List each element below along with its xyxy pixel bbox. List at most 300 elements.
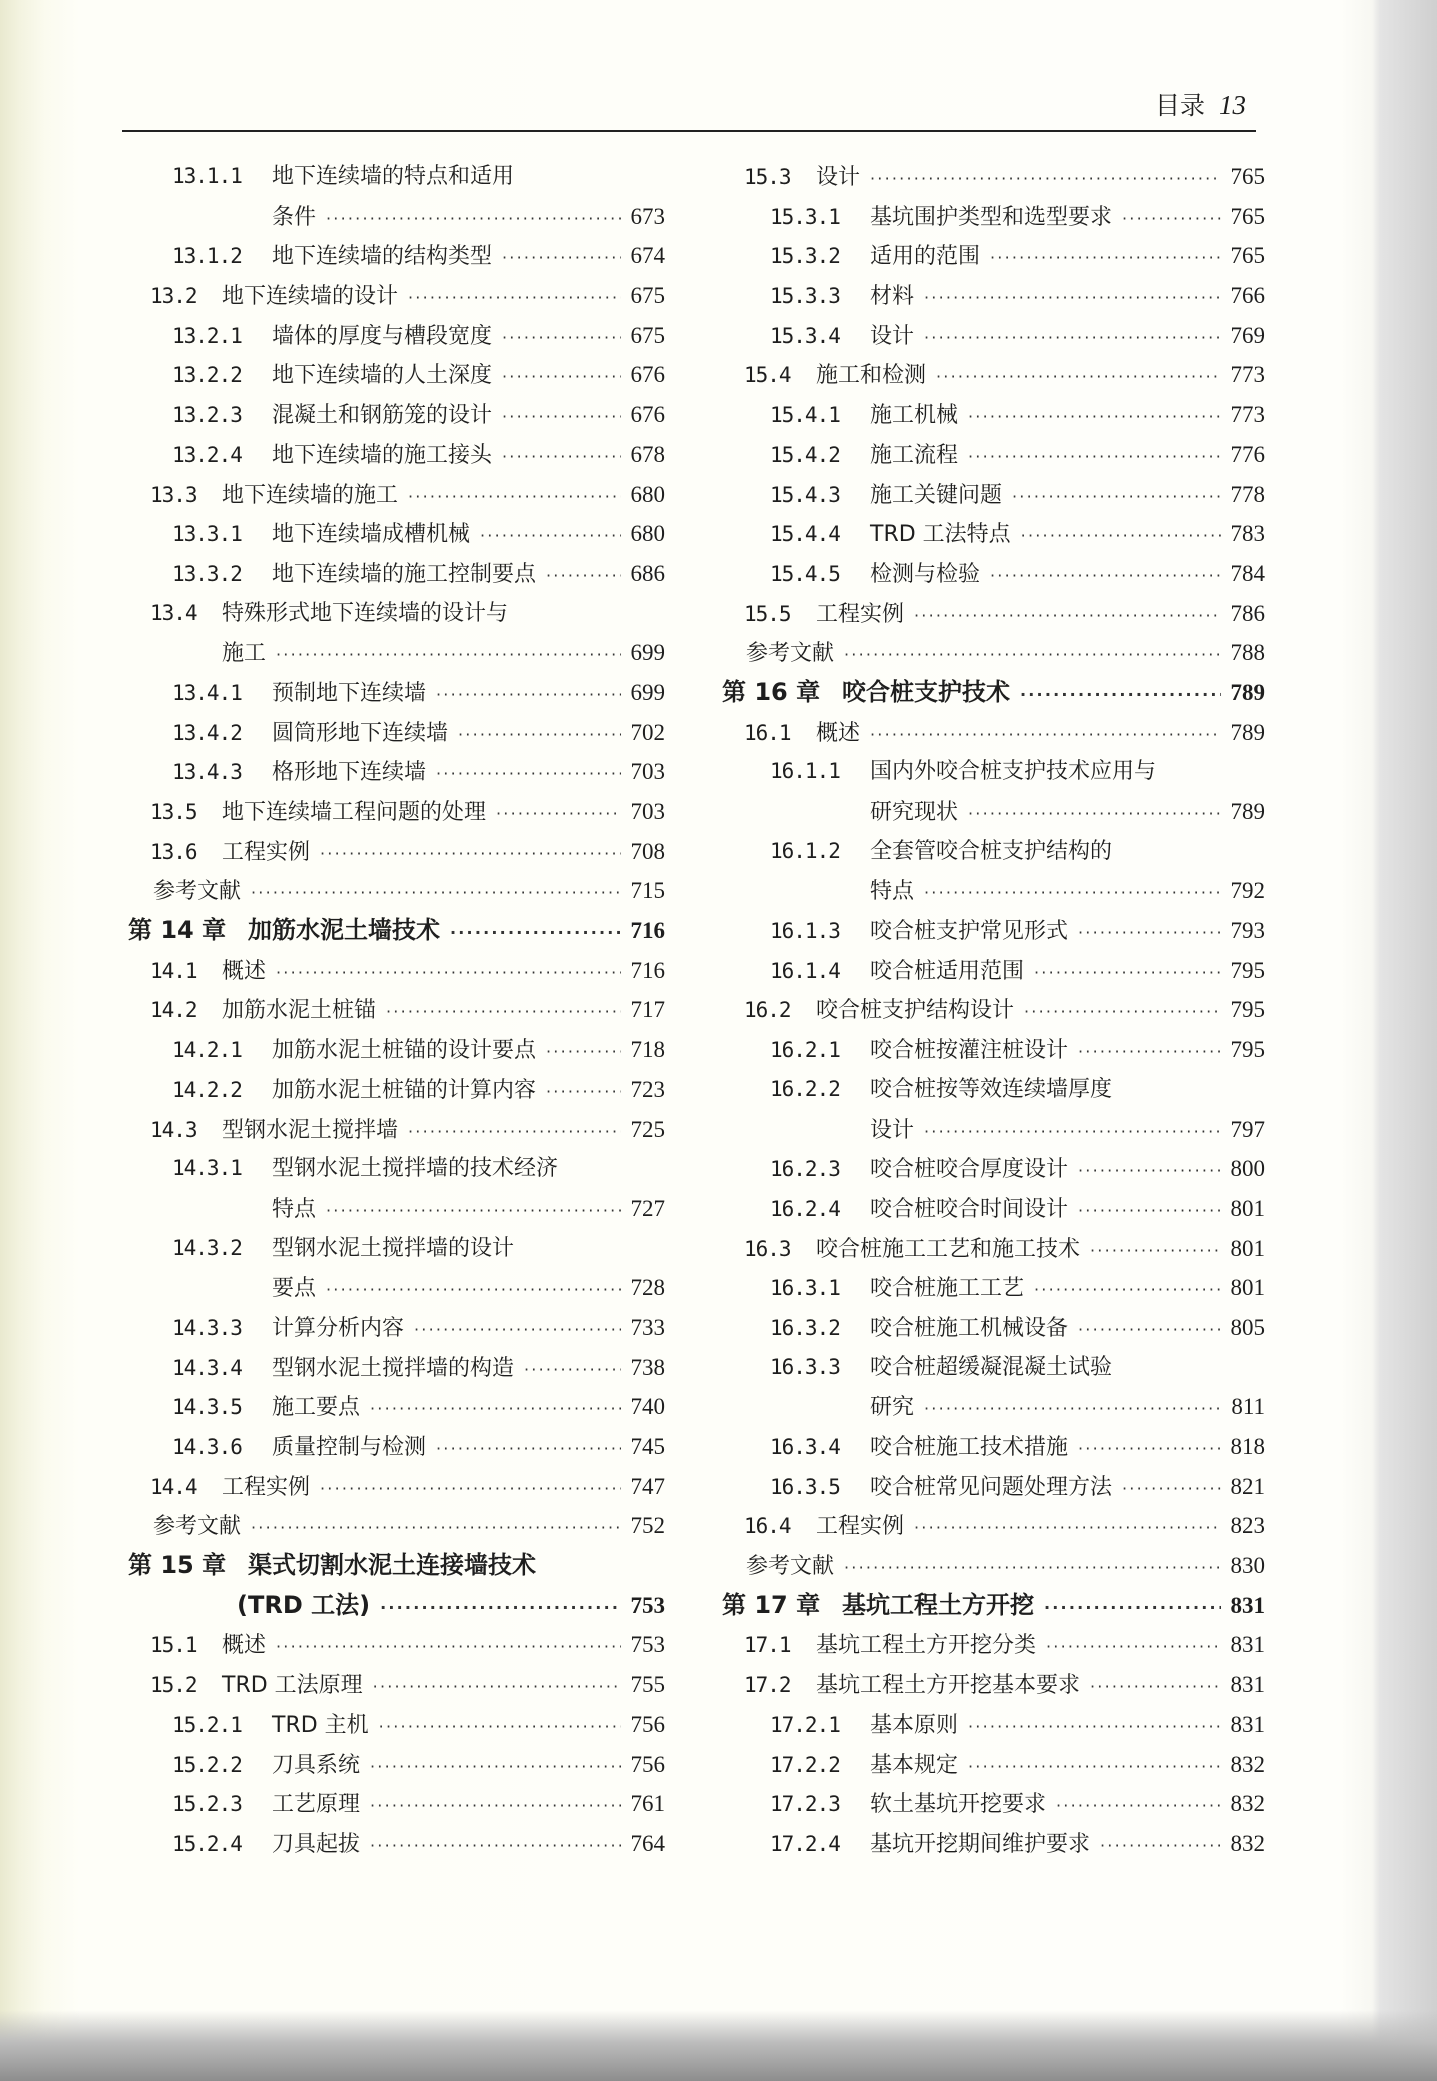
toc-entry-page: 800 (1230, 1156, 1265, 1182)
toc-entry-title: 全套管咬合桩支护结构的 (870, 838, 1113, 864)
leader-dots (844, 635, 1221, 675)
toc-entry-title: 渠式切割水泥土连接墙技术 (248, 1551, 536, 1580)
toc-entry[interactable] (720, 752, 1265, 792)
toc-entry-page: 676 (630, 402, 665, 428)
toc-entry-title: 预制地下连续墙 (272, 680, 427, 706)
leader-dots (326, 1270, 621, 1310)
toc-entry-page: 745 (630, 1434, 665, 1459)
header-label: 目录 (1154, 91, 1205, 120)
toc-entry-title: 咬合桩施工工艺和施工技术 (816, 1236, 1081, 1262)
toc-entry-page: 678 (630, 441, 665, 467)
toc-entry-number: 14.4 (150, 1474, 197, 1499)
toc-entry[interactable] (720, 276, 1265, 316)
toc-entry[interactable] (122, 1229, 665, 1269)
toc-entry-title: 国内外咬合桩支护技术应用与 (870, 759, 1157, 785)
toc-entry-page: 716 (630, 918, 665, 944)
toc-entry[interactable] (720, 236, 1265, 276)
toc-entry-title: 基本原则 (870, 1712, 959, 1738)
toc-entry[interactable] (720, 832, 1265, 872)
toc-entry-number: 17.2.3 (770, 1792, 840, 1817)
scan-shadow (0, 2010, 1437, 2081)
toc-entry-title: 型钢水泥土搅拌墙 (222, 1117, 399, 1143)
toc-entry-title: 地下连续墙的特点和适用 (272, 164, 515, 189)
toc-entry[interactable] (122, 752, 665, 792)
toc-entry-page: 789 (1230, 799, 1265, 824)
toc-entry-page: 831 (1230, 1592, 1265, 1618)
leader-dots (1078, 1429, 1221, 1469)
toc-entry-page: 805 (1230, 1314, 1265, 1340)
toc-entry[interactable] (122, 355, 665, 395)
toc-entry-title: 工艺原理 (272, 1792, 361, 1818)
leader-dots (496, 794, 621, 834)
toc-entry[interactable] (720, 1745, 1265, 1785)
toc-entry-title: 施工和检测 (816, 363, 927, 389)
toc-entry-number: 13.1.2 (172, 244, 242, 269)
toc-entry-page: 740 (630, 1394, 665, 1420)
leader-dots (379, 1707, 621, 1747)
leader-dots (436, 1429, 621, 1469)
toc-entry[interactable] (720, 1070, 1265, 1110)
toc-entry-number: 14.3.1 (172, 1156, 242, 1181)
toc-entry-page: 801 (1230, 1275, 1265, 1301)
leader-dots (968, 1747, 1221, 1787)
toc-entry-title: 咬合桩常见问题处理方法 (870, 1474, 1113, 1500)
toc-entry-title: 地下连续墙的设计 (222, 284, 399, 310)
toc-entry[interactable] (122, 1467, 665, 1507)
leader-dots (924, 873, 1221, 913)
toc-entry-title: 基坑工程土方开挖 (842, 1590, 1034, 1619)
toc-entry-title: 计算分析内容 (272, 1315, 405, 1341)
toc-entry-number: 15.4.3 (770, 482, 840, 507)
toc-entry-number: 14.3.5 (172, 1395, 242, 1420)
toc-entry-page: 673 (630, 203, 665, 229)
toc-entry[interactable] (122, 157, 665, 197)
leader-dots (968, 397, 1221, 437)
toc-entry-number: 16.1.3 (770, 919, 840, 944)
toc-entry-number: 16.1.1 (770, 759, 840, 784)
toc-entry-title: 咬合桩按等效连续墙厚度 (870, 1076, 1113, 1102)
toc-entry[interactable] (720, 1030, 1265, 1070)
toc-entry-title: 加筋水泥土桩锚的计算内容 (272, 1077, 537, 1103)
toc-entry-continuation[interactable] (122, 1586, 665, 1626)
leader-dots (968, 437, 1221, 477)
toc-entry-title: 施工要点 (272, 1395, 361, 1421)
toc-entry[interactable] (720, 355, 1265, 395)
toc-entry[interactable] (720, 1705, 1265, 1745)
toc-entry-title: 加筋水泥土墙技术 (248, 916, 440, 945)
toc-entry-page: 766 (1230, 283, 1265, 309)
toc-entry[interactable] (122, 554, 665, 594)
toc-entry-number: 15.3.4 (770, 323, 840, 348)
toc-entry[interactable] (720, 475, 1265, 515)
toc-entry-page: 792 (1230, 878, 1265, 904)
toc-entry[interactable] (720, 1824, 1265, 1864)
toc-entry[interactable] (122, 832, 665, 872)
toc-column-left (122, 157, 665, 1864)
toc-entry-page: 795 (1230, 957, 1265, 983)
toc-entry-number: 16.1.4 (770, 958, 840, 983)
toc-entry[interactable] (720, 316, 1265, 356)
toc-entry[interactable] (720, 1467, 1265, 1507)
toc-entry-title: 型钢水泥土搅拌墙的设计 (272, 1235, 515, 1261)
leader-dots (546, 1032, 621, 1072)
toc-entry-page: 752 (630, 1513, 665, 1539)
toc-entry-title: 设计 (870, 323, 915, 349)
leader-dots (924, 1389, 1221, 1429)
leader-dots (502, 318, 621, 358)
toc-entry-number: 16.2.3 (770, 1157, 840, 1182)
toc-entry-number: 第 16 章 (722, 677, 821, 706)
toc-entry-title: 基坑工程土方开挖分类 (816, 1633, 1037, 1659)
toc-references-entry[interactable] (122, 871, 665, 911)
toc-entry-continuation[interactable] (720, 871, 1265, 911)
toc-entry-title: TRD 工法原理 (222, 1673, 363, 1699)
toc-entry[interactable] (122, 1665, 665, 1705)
toc-entry-page: 831 (1230, 1672, 1265, 1698)
toc-entry-number: 16.3.3 (770, 1354, 840, 1379)
toc-chapter-entry[interactable] (122, 911, 665, 951)
toc-entry-page: 831 (1230, 1632, 1265, 1658)
toc-entry-page: 818 (1230, 1434, 1265, 1459)
toc-entry[interactable] (122, 673, 665, 713)
toc-entry-continuation[interactable] (720, 792, 1265, 832)
toc-entry-number: 15.4.2 (770, 442, 840, 467)
leader-dots (502, 357, 621, 397)
leader-dots (914, 596, 1221, 636)
toc-entry-number: 15.2 (150, 1673, 197, 1698)
toc-entry[interactable] (720, 157, 1265, 197)
toc-chapter-entry[interactable] (720, 673, 1265, 713)
toc-entry[interactable] (122, 395, 665, 435)
toc-chapter-entry[interactable] (720, 1586, 1265, 1626)
toc-entry-title: 咬合桩支护常见形式 (870, 919, 1069, 945)
toc-entry-title: 格形地下连续墙 (272, 760, 427, 786)
toc-entry[interactable] (720, 1229, 1265, 1269)
toc-entry-title: 适用的范围 (870, 244, 981, 270)
toc-entry[interactable] (720, 713, 1265, 753)
header-page-number: 13 (1219, 90, 1246, 120)
toc-entry-continuation[interactable] (122, 1189, 665, 1229)
toc-entry[interactable] (122, 236, 665, 276)
toc-entry-page: 789 (1230, 719, 1265, 745)
toc-entry[interactable] (720, 514, 1265, 554)
toc-entry-page: 727 (630, 1195, 665, 1221)
toc-entry[interactable] (122, 1824, 665, 1864)
toc-entry[interactable] (720, 1784, 1265, 1824)
leader-dots (924, 278, 1221, 318)
toc-entry-page: 708 (630, 838, 665, 864)
toc-entry-page: 725 (630, 1116, 665, 1142)
toc-entry-number: 15.4.5 (770, 561, 840, 586)
toc-entry-page: 675 (630, 322, 665, 348)
leader-dots (1078, 1032, 1221, 1072)
leader-dots (408, 477, 621, 517)
toc-entry-title: 研究现状 (870, 800, 959, 825)
toc-entry-continuation[interactable] (122, 1268, 665, 1308)
toc-entry-continuation[interactable] (122, 197, 665, 237)
toc-entry[interactable] (122, 1348, 665, 1388)
toc-entry[interactable] (122, 594, 665, 634)
toc-entry-number: 16.2.4 (770, 1196, 840, 1221)
toc-entry-page: 674 (630, 243, 665, 269)
leader-dots (502, 238, 621, 278)
toc-entry-number: 15.3.2 (770, 244, 840, 269)
toc-references-entry[interactable] (720, 1546, 1265, 1586)
toc-entry[interactable] (122, 316, 665, 356)
toc-entry-page: 764 (630, 1830, 665, 1856)
toc-entry-title: 刀具起拔 (272, 1831, 361, 1857)
toc-entry-number: 13.4.3 (172, 760, 242, 785)
leader-dots (436, 675, 621, 715)
toc-entry-title: 概述 (222, 958, 267, 984)
leader-dots (936, 357, 1221, 397)
toc-entry[interactable] (720, 911, 1265, 951)
toc-entry-page: 761 (630, 1791, 665, 1817)
toc-entry-page: 801 (1230, 1235, 1265, 1261)
toc-entry-number: 13.5 (150, 800, 197, 824)
toc-entry[interactable] (720, 197, 1265, 237)
toc-entry-number: 14.2 (150, 998, 197, 1023)
toc-entry-number: 16.1.2 (770, 838, 840, 863)
leader-dots (990, 238, 1221, 278)
toc-entry[interactable] (720, 1268, 1265, 1308)
leader-dots (968, 794, 1221, 834)
toc-entry-title: 咬合桩施工工艺 (870, 1276, 1025, 1302)
toc-entry[interactable] (122, 1625, 665, 1665)
toc-references-entry[interactable] (122, 1506, 665, 1546)
toc-entry-number: 13.6 (150, 839, 197, 864)
toc-entry[interactable] (122, 1427, 665, 1467)
toc-entry-title: (TRD 工法) (237, 1590, 371, 1619)
toc-entry-number: 17.2.4 (770, 1831, 840, 1856)
toc-entry-number: 15.2.1 (172, 1712, 242, 1737)
toc-entry-page: 765 (1230, 203, 1265, 229)
toc-entry[interactable] (122, 1308, 665, 1348)
toc-entry-title: 咬合桩施工机械设备 (870, 1315, 1069, 1341)
toc-entry-number: 14.2.1 (172, 1038, 242, 1063)
toc-entry-number: 16.3.1 (770, 1276, 840, 1301)
toc-entry[interactable] (122, 1387, 665, 1427)
leader-dots (1122, 199, 1221, 239)
leader-dots (370, 1826, 621, 1866)
leader-dots (370, 1747, 621, 1787)
toc-entry[interactable] (122, 1784, 665, 1824)
toc-entry-continuation[interactable] (720, 1387, 1265, 1427)
toc-entry-title: 刀具系统 (272, 1752, 361, 1778)
toc-entry[interactable] (720, 1665, 1265, 1705)
leader-dots (408, 1112, 621, 1152)
toc-entry-page: 680 (630, 481, 665, 507)
leader-dots (326, 199, 621, 239)
toc-entry-continuation[interactable] (720, 1110, 1265, 1150)
leader-dots (1021, 516, 1221, 556)
toc-entry-page: 811 (1231, 1394, 1265, 1420)
toc-entry-number: 15.4.4 (770, 522, 840, 547)
toc-entry-page: 789 (1230, 679, 1265, 705)
toc-entry-title: 基坑围护类型和选型要求 (870, 204, 1113, 230)
toc-entry[interactable] (720, 554, 1265, 594)
toc-entry-title: 型钢水泥土搅拌墙的构造 (272, 1355, 515, 1381)
leader-dots (1044, 1588, 1221, 1628)
toc-entry-number: 15.3.3 (770, 284, 840, 309)
leader-dots (380, 1588, 621, 1628)
leader-dots (370, 1389, 621, 1429)
toc-entry[interactable] (122, 713, 665, 753)
toc-entry-title: 地下连续墙的施工控制要点 (272, 561, 537, 587)
toc-entry[interactable] (122, 1149, 665, 1189)
toc-entry[interactable] (720, 1427, 1265, 1467)
toc-entry-number: 15.3.1 (770, 204, 840, 229)
leader-dots (1078, 913, 1221, 953)
toc-entry-title: 设计 (870, 1117, 915, 1143)
toc-entry-continuation[interactable] (122, 633, 665, 673)
toc-entry[interactable] (720, 1625, 1265, 1665)
toc-entry-title: 咬合桩咬合厚度设计 (870, 1157, 1069, 1183)
leader-dots (1078, 1191, 1221, 1231)
toc-entry-title: 工程实例 (816, 1514, 905, 1540)
leader-dots (1012, 477, 1221, 517)
toc-entry-page: 756 (630, 1751, 665, 1777)
toc-entry-number: 14.3.4 (172, 1355, 242, 1380)
toc-entry-number: 14.2.2 (172, 1077, 242, 1102)
toc-entry-number: 第 14 章 (128, 916, 227, 945)
leader-dots (1090, 1231, 1221, 1271)
toc-entry-title: 要点 (272, 1276, 317, 1302)
toc-entry-number: 15.4.1 (770, 403, 840, 428)
toc-entry-page: 797 (1230, 1116, 1265, 1142)
toc-entry[interactable] (720, 1149, 1265, 1189)
toc-entry-page: 753 (630, 1592, 665, 1618)
toc-entry-page: 793 (1230, 918, 1265, 944)
toc-entry-number: 17.2.1 (770, 1712, 840, 1737)
toc-entry-title: 型钢水泥土搅拌墙的技术经济 (272, 1156, 559, 1182)
toc-entry-title: 条件 (272, 204, 317, 230)
toc-entry[interactable] (720, 395, 1265, 435)
toc-entry[interactable] (122, 990, 665, 1030)
toc-entry-page: 784 (1230, 560, 1265, 586)
leader-dots (480, 516, 621, 556)
leader-dots (408, 278, 621, 318)
toc-entry-page: 718 (630, 1037, 665, 1063)
toc-entry-number: 15.4 (744, 363, 791, 388)
toc-entry-number: 13.4.1 (172, 680, 242, 705)
toc-references-entry[interactable] (720, 633, 1265, 673)
leader-dots (1024, 992, 1221, 1032)
toc-entry[interactable] (122, 475, 665, 515)
toc-entry-title: 参考文献 (153, 1514, 242, 1540)
leader-dots (251, 873, 621, 913)
leader-dots (502, 437, 621, 477)
toc-entry-page: 830 (1230, 1553, 1265, 1579)
toc-entry[interactable] (720, 1189, 1265, 1229)
toc-entry[interactable] (122, 276, 665, 316)
toc-entry-number: 13.2.3 (172, 403, 242, 428)
toc-entry[interactable] (720, 1348, 1265, 1388)
leader-dots (870, 159, 1221, 199)
toc-entry[interactable] (122, 1030, 665, 1070)
toc-entry-title: 概述 (816, 720, 861, 746)
toc-entry-title: 墙体的厚度与槽段宽度 (272, 323, 493, 349)
leader-dots (1122, 1469, 1221, 1509)
leader-dots (320, 834, 621, 874)
toc-entry[interactable] (122, 1110, 665, 1150)
toc-entry[interactable] (122, 1070, 665, 1110)
toc-entry-number: 16.3.5 (770, 1474, 840, 1499)
toc-entry-page: 703 (630, 759, 665, 785)
toc-entry-page: 753 (630, 1632, 665, 1658)
leader-dots (276, 953, 621, 993)
toc-entry[interactable] (720, 1308, 1265, 1348)
toc-entry[interactable] (122, 1705, 665, 1745)
toc-entry-title: 咬合桩施工技术措施 (870, 1435, 1069, 1460)
leader-dots (924, 1112, 1221, 1152)
toc-entry-title: 地下连续墙的结构类型 (272, 244, 493, 270)
toc-entry-title: 特殊形式地下连续墙的设计与 (222, 600, 509, 626)
toc-entry[interactable] (720, 1506, 1265, 1546)
toc-entry-number: 15.3 (744, 165, 791, 189)
toc-entry-page: 699 (630, 679, 665, 705)
toc-entry-title: 质量控制与检测 (272, 1435, 427, 1460)
toc-entry-page: 680 (630, 521, 665, 547)
toc-entry-number: 13.3.1 (172, 522, 242, 547)
leader-dots (914, 1508, 1221, 1548)
toc-entry[interactable] (122, 435, 665, 475)
leader-dots (326, 1191, 621, 1231)
toc-entry[interactable] (122, 951, 665, 991)
leader-dots (968, 1707, 1221, 1747)
toc-entry-number: 17.2 (744, 1673, 791, 1698)
toc-entry-title: 咬合桩咬合时间设计 (870, 1196, 1069, 1222)
leader-dots (373, 1667, 621, 1707)
leader-dots (844, 1548, 1221, 1588)
leader-dots (436, 754, 621, 794)
toc-entry[interactable] (720, 951, 1265, 991)
leader-dots (276, 635, 621, 675)
header-text (1155, 86, 1246, 122)
toc-entry-title: 地下连续墙的施工 (222, 482, 399, 508)
toc-entry-title: 混凝土和钢筋笼的设计 (272, 403, 493, 429)
leader-dots (524, 1350, 621, 1390)
toc-entry-page: 765 (1230, 164, 1265, 189)
leader-dots (502, 397, 621, 437)
toc-entry-title: 基坑工程土方开挖基本要求 (816, 1673, 1081, 1699)
leader-dots (414, 1310, 621, 1350)
toc-entry[interactable] (720, 594, 1265, 634)
toc-entry-title: 施工关键问题 (870, 482, 1003, 508)
toc-entry-number: 13.1.1 (172, 164, 242, 188)
toc-entry-page: 788 (1230, 640, 1265, 666)
leader-dots (870, 715, 1221, 755)
toc-entry-title: 研究 (870, 1395, 915, 1421)
leader-dots (546, 1072, 621, 1112)
leader-dots (458, 715, 621, 755)
leader-dots (1020, 675, 1221, 715)
leader-dots (1046, 1627, 1221, 1667)
toc-entry-number: 13.2 (150, 284, 197, 309)
toc-entry[interactable] (720, 990, 1265, 1030)
toc-entry-number: 第 15 章 (128, 1551, 227, 1580)
toc-entry-page: 717 (630, 997, 665, 1023)
toc-entry[interactable] (122, 514, 665, 554)
toc-entry[interactable] (122, 792, 665, 832)
toc-entry[interactable] (122, 1745, 665, 1785)
toc-entry-number: 15.1 (150, 1633, 197, 1658)
toc-entry-title: 地下连续墙的人土深度 (272, 363, 493, 389)
toc-entry[interactable] (720, 435, 1265, 475)
toc-chapter-entry[interactable] (122, 1546, 665, 1586)
toc-entry-title: 咬合桩按灌注桩设计 (870, 1038, 1069, 1064)
toc-entry-page: 773 (1230, 402, 1265, 428)
